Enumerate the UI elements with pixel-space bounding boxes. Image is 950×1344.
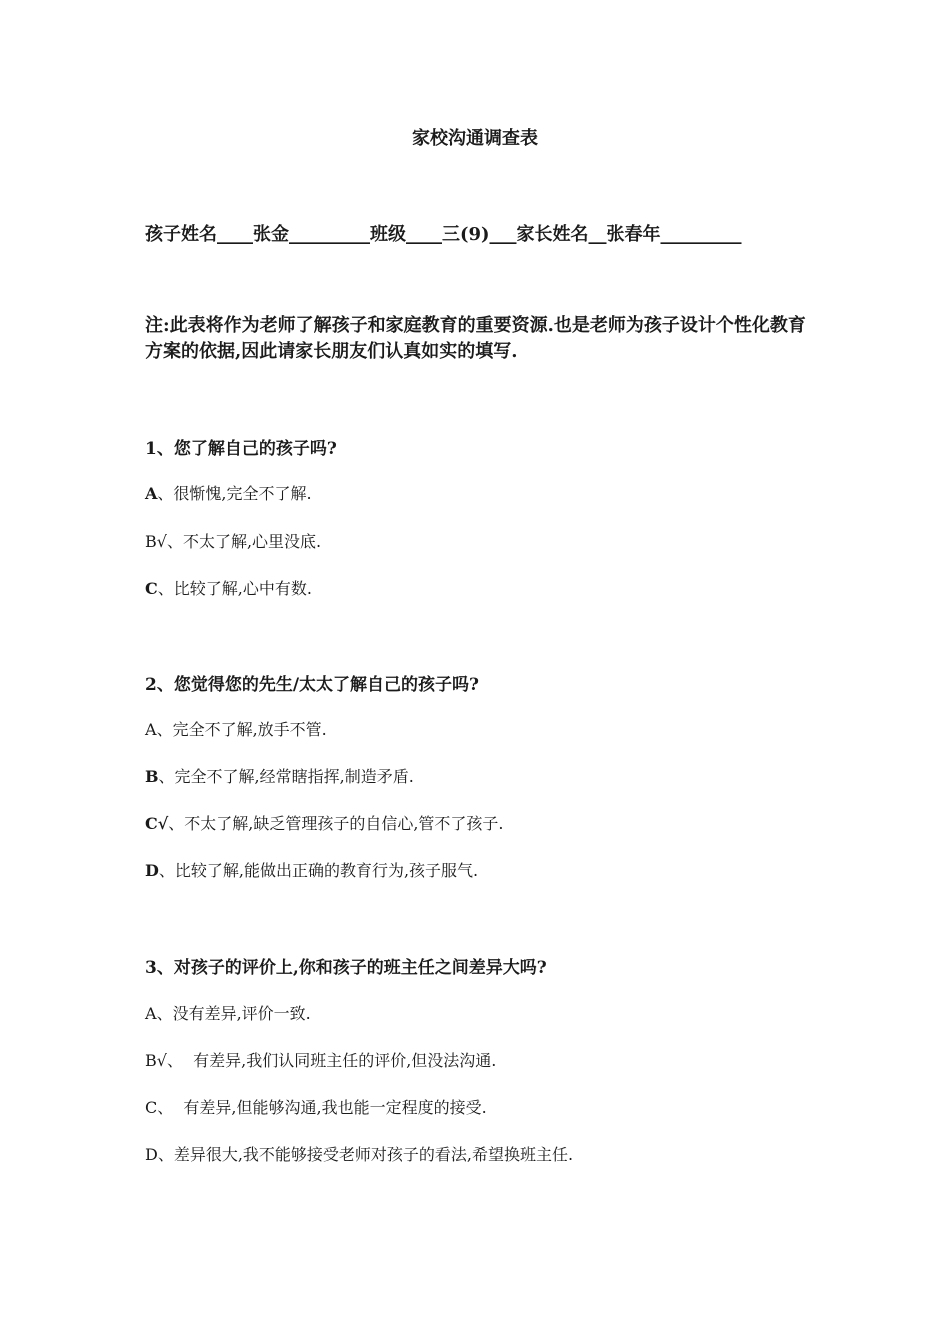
student-info-line: 孩子姓名____张金_________班级____三(9)___家长姓名__张春年_________ xyxy=(145,224,742,245)
question-3-option-d xyxy=(145,1142,845,1165)
question-2-option-b xyxy=(145,764,845,787)
option-key: A xyxy=(145,1004,157,1023)
option-text: 、不太了解,心里没底. xyxy=(166,532,322,551)
question-1-option-b xyxy=(145,529,845,552)
option-text: 、完全不了解,放手不管. xyxy=(156,720,327,739)
option-key: C xyxy=(145,579,158,598)
option-text: 、没有差异,评价一致. xyxy=(156,1004,311,1023)
option-text: 、 有差异,但能够沟通,我也能一定程度的接受. xyxy=(157,1098,487,1117)
option-key: B√ xyxy=(145,1051,167,1070)
question-3: 3、对孩子的评价上,你和孩子的班主任之间差异大吗? xyxy=(145,958,547,978)
option-text: 、比较了解,心中有数. xyxy=(157,579,312,598)
question-2-option-a xyxy=(145,717,845,740)
question-3-option-c xyxy=(145,1095,845,1118)
option-key: D xyxy=(145,861,159,880)
option-text: 、 有差异,我们认同班主任的评价,但没法沟通. xyxy=(166,1051,497,1070)
question-3-option-a xyxy=(145,1001,845,1024)
question-2-option-d xyxy=(145,858,845,881)
option-key: A xyxy=(145,484,158,503)
question-3-option-b xyxy=(145,1048,845,1071)
question-2: 2、您觉得您的先生/太太了解自己的孩子吗? xyxy=(145,675,479,695)
document-title: 家校沟通调查表 xyxy=(412,128,538,149)
question-2-option-c xyxy=(145,811,845,834)
option-text: 、不太了解,缺乏管理孩子的自信心,管不了孩子. xyxy=(168,814,504,833)
option-text: 、完全不了解,经常瞎指挥,制造矛盾. xyxy=(158,767,414,786)
option-text: 、差异很大,我不能够接受老师对孩子的看法,希望换班主任. xyxy=(157,1145,574,1164)
option-text: 、很惭愧,完全不了解. xyxy=(157,484,312,503)
option-key: A xyxy=(145,720,157,739)
option-text: 、比较了解,能做出正确的教育行为,孩子服气. xyxy=(158,861,479,880)
question-1-option-c xyxy=(145,576,845,599)
option-key: B xyxy=(145,767,159,786)
option-key: C xyxy=(145,1098,158,1117)
option-key: D xyxy=(145,1145,158,1164)
question-1-option-a xyxy=(145,481,845,504)
option-key: B√ xyxy=(145,532,167,551)
question-1: 1、您了解自己的孩子吗? xyxy=(145,439,337,459)
option-key: C√ xyxy=(145,814,169,833)
instruction-note: 注:此表将作为老师了解孩子和家庭教育的重要资源.也是老师为孩子设计个性化教育方案的依据,因此请家长朋友们认真如实的填写. xyxy=(145,315,806,362)
